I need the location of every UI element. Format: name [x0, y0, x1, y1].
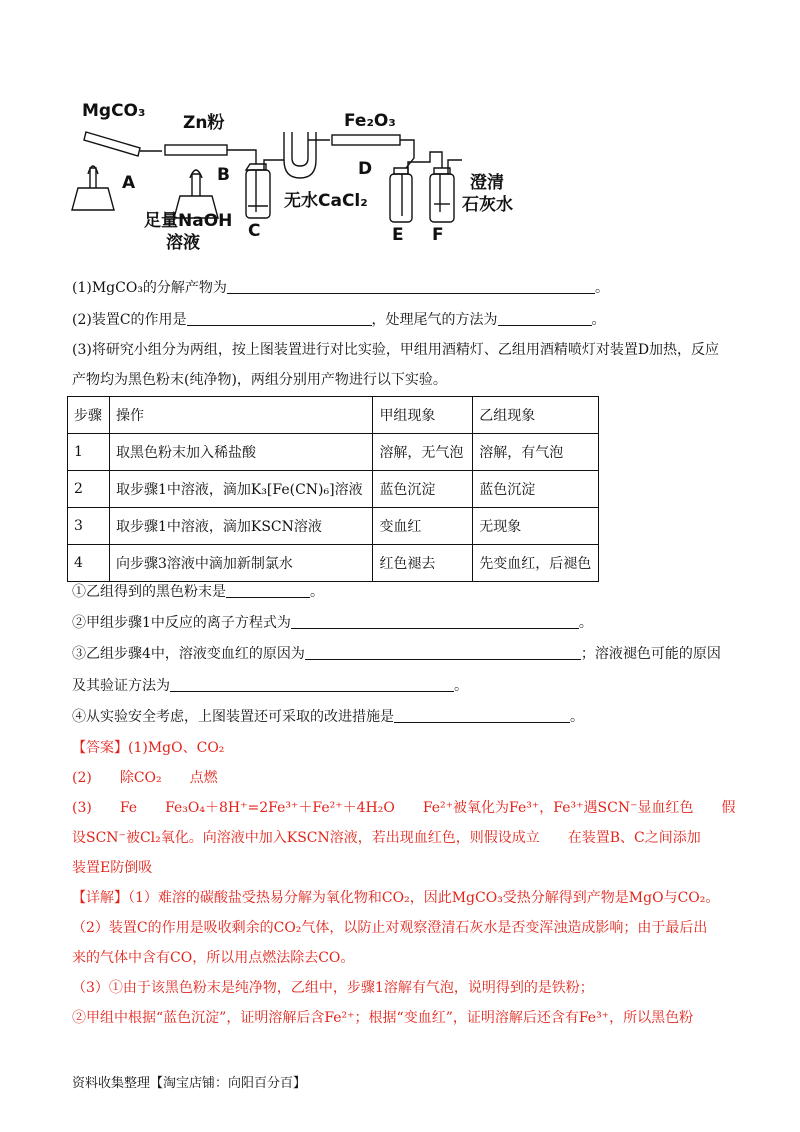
table-header-cell: 步骤 [68, 397, 110, 434]
detail-line-5: ②甲组中根据“蓝色沉淀”，证明溶解后含Fe²⁺；根据“变血红”，证明溶解后还含有Fe³⁺，所以黑色粉 [72, 1010, 694, 1026]
answer-blank-2b[interactable] [498, 311, 592, 326]
table-cell: 蓝色沉淀 [373, 471, 473, 508]
bottle-c [246, 170, 270, 218]
answer-blank-1[interactable] [227, 279, 595, 294]
question-1: (1)MgCO₃的分解产物为 。 [72, 280, 609, 296]
table-cell: 1 [68, 434, 110, 471]
burner-a [72, 188, 114, 210]
subquestion-2: ②甲组步骤1中反应的离子方程式为 。 [72, 615, 593, 631]
answer-line-3: (3) Fe Fe₃O₄＋8H⁺=2Fe³⁺＋Fe²⁺＋4H₂O Fe²⁺被氧化为Fe³⁺，Fe³⁺遇SCN⁻显血红色 假 [72, 800, 736, 816]
detail-line-3: 来的气体中含有CO，所以用点燃法除去CO。 [72, 950, 355, 966]
table-cell: 4 [68, 545, 110, 582]
subquestion-1: ①乙组得到的黑色粉末是 。 [72, 584, 324, 600]
answer-blank-s3b[interactable] [170, 677, 454, 692]
table-cell: 取黑色粉末加入稀盐酸 [109, 434, 372, 471]
table-cell: 溶解，有气泡 [473, 434, 599, 471]
answer-line-2: (2) 除CO₂ 点燃 [72, 770, 218, 786]
table-row [68, 471, 599, 508]
table-header-cell: 甲组现象 [373, 397, 473, 434]
table-cell: 溶解，无气泡 [373, 434, 473, 471]
subquestion-4: ④从实验安全考虑，上图装置还可采取的改进措施是 。 [72, 709, 584, 725]
table-header-cell: 乙组现象 [473, 397, 599, 434]
experiment-table [67, 396, 599, 582]
tube-a [84, 132, 140, 156]
subquestion-3: ③乙组步骤4中，溶液变血红的原因为 ；溶液褪色可能的原因 [72, 646, 721, 662]
label-naoh-1: 足量NaOH [144, 211, 233, 231]
question-2: (2)装置C的作用是 ，处理尾气的方法为 。 [72, 312, 606, 328]
label-mgco3: MgCO₃ [82, 101, 146, 121]
apparatus-diagram [70, 88, 540, 258]
answer-blank-2a[interactable] [187, 311, 372, 326]
label-zn: Zn粉 [183, 113, 225, 133]
tube-d [332, 135, 400, 145]
question-3-line-2: 产物均为黑色粉末(纯净物)，两组分别用产物进行以下实验。 [72, 372, 447, 388]
table-row [68, 434, 599, 471]
answer-blank-s3a[interactable] [305, 645, 581, 660]
answer-line-5: 装置E防倒吸 [72, 860, 153, 876]
bottle-f [430, 174, 454, 222]
detail-line-2: （2）装置C的作用是吸收剩余的CO₂气体，以防止对观察澄清石灰水是否变浑浊造成影响；由于最后出 [72, 920, 708, 936]
label-e: E [392, 225, 404, 245]
detail-line-4: （3）①由于该黑色粉末是纯净物，乙组中，步骤1溶解有气泡，说明得到的是铁粉； [72, 980, 594, 996]
label-naoh-2: 溶液 [166, 233, 200, 253]
tube-b [165, 145, 227, 155]
label-cacl2: 无水CaCl₂ [284, 191, 368, 211]
detail-line-1: 【详解】（1）难溶的碳酸盐受热易分解为氧化物和CO₂，因此MgCO₃受热分解得到产物是MgO与CO₂。 [72, 890, 720, 906]
subquestion-3-line-2: 及其验证方法为 。 [72, 678, 468, 694]
table-cell: 先变血红，后褪色 [473, 545, 599, 582]
table-cell: 变血红 [373, 508, 473, 545]
table-cell: 红色褪去 [373, 545, 473, 582]
table-cell: 取步骤1中溶液，滴加K₃[Fe(CN)₆]溶液 [109, 471, 372, 508]
footer-text: 资料收集整理【淘宝店铺：向阳百分百】 [72, 1076, 307, 1091]
label-b: B [217, 165, 230, 185]
label-f: F [432, 225, 444, 245]
table-cell: 蓝色沉淀 [473, 471, 599, 508]
table-cell: 向步骤3溶液中滴加新制氯水 [109, 545, 372, 582]
table-header-cell: 操作 [109, 397, 372, 434]
u-tube [284, 132, 308, 166]
question-3-line-1: (3)将研究小组分为两组，按上图装置进行对比实验，甲组用酒精灯、乙组用酒精喷灯对装置D加热，反应 [72, 342, 720, 358]
table-row [68, 508, 599, 545]
answer-blank-s2[interactable] [291, 614, 579, 629]
table-header-row [68, 397, 599, 434]
table-cell: 3 [68, 508, 110, 545]
label-limewater-1: 澄清 [470, 173, 504, 193]
label-d: D [358, 159, 373, 179]
label-fe2o3: Fe₂O₃ [344, 111, 396, 131]
label-limewater-2: 石灰水 [462, 195, 513, 215]
label-a: A [122, 173, 136, 193]
table-cell: 取步骤1中溶液，滴加KSCN溶液 [109, 508, 372, 545]
table-cell: 无现象 [473, 508, 599, 545]
bottle-e [390, 174, 412, 222]
table-cell: 2 [68, 471, 110, 508]
answer-line-1: 【答案】(1)MgO、CO₂ [72, 740, 225, 756]
table-row [68, 545, 599, 582]
answer-line-4: 设SCN⁻被Cl₂氧化。向溶液中加入KSCN溶液，若出现血红色，则假设成立 在装置B、C之间添加 [72, 830, 701, 846]
answer-blank-s1[interactable] [226, 583, 310, 598]
answer-blank-s4[interactable] [394, 708, 570, 723]
label-c: C [248, 221, 261, 241]
